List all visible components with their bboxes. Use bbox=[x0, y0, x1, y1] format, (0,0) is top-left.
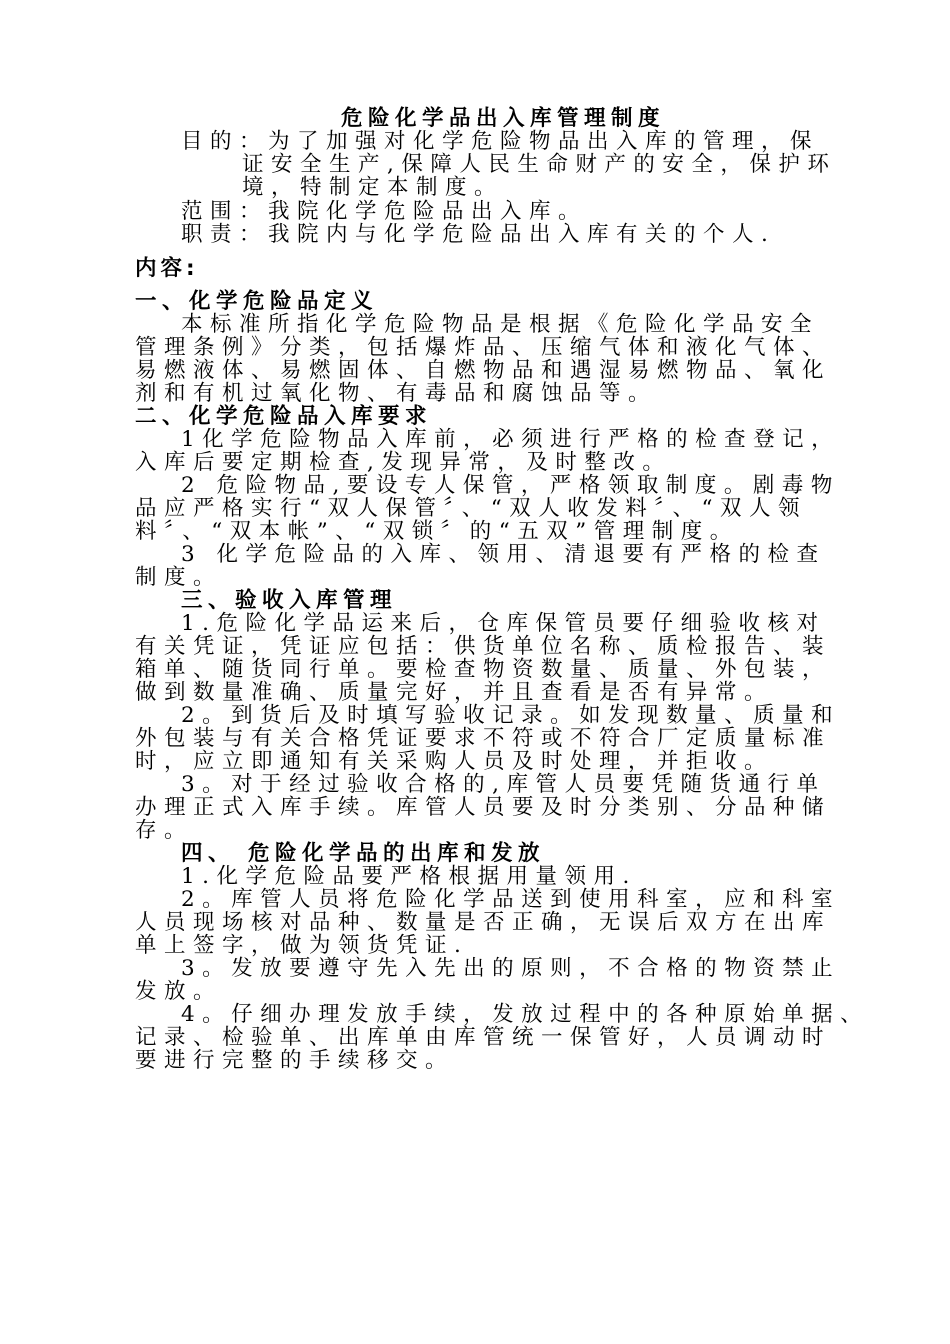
content-heading: 内容: bbox=[135, 256, 199, 281]
paragraph-line: 本标准所指化学危险物品是根据《危险化学品安全 bbox=[181, 312, 820, 337]
paragraph-line: 外包装与有关合格凭证要求不符或不符合厂定质量标准 bbox=[135, 726, 832, 751]
paragraph-line: 做到数量准确、质量完好，并且查看是否有异常。 bbox=[135, 680, 774, 705]
paragraph-line: 箱单、随货同行单。要检查物资数量、质量、外包装， bbox=[135, 657, 832, 682]
paragraph-line: 2。库管人员将危险化学品送到使用科室，应和科室 bbox=[181, 887, 841, 912]
paragraph-line: 3。发放要遵守先入先出的原则，不合格的物资禁止 bbox=[181, 956, 841, 981]
document-title: 危险化学品出入库管理制度 bbox=[341, 106, 666, 131]
paragraph-line: 易燃液体、易燃固体、自燃物品和遇湿易燃物品、氧化 bbox=[135, 358, 832, 383]
paragraph-line: 1化学危险物品入库前，必须进行严格的检查登记， bbox=[181, 427, 841, 452]
purpose-line-1: 目的：为了加强对化学危险物品出入库的管理，保 bbox=[181, 129, 820, 154]
paragraph-line: 单上签字，做为领货凭证. bbox=[135, 933, 469, 958]
paragraph-line: 记录、检验单、出库单由库管统一保管好，人员调动时 bbox=[135, 1025, 832, 1050]
paragraph-line: 4。仔细办理发放手续，发放过程中的各种原始单据、 bbox=[181, 1002, 870, 1027]
paragraph-line: 时，应立即通知有关采购人员及时处理，并拒收。 bbox=[135, 749, 774, 774]
paragraph-line: 办理正式入库手续。库管人员要及时分类别、分品种储 bbox=[135, 795, 832, 820]
paragraph-line: 入库后要定期检查,发现异常，及时整改。 bbox=[135, 450, 672, 475]
paragraph-line: 发放。 bbox=[135, 979, 223, 1004]
paragraph-line: 有关凭证，凭证应包括：供货单位名称、质检报告、装 bbox=[135, 634, 832, 659]
section-1-heading: 一、化学危险品定义 bbox=[135, 289, 379, 314]
purpose-line-2: 证安全生产,保障人民生命财产的安全，保护环 bbox=[242, 152, 837, 177]
paragraph-line: 1.危险化学品运来后，仓库保管员要仔细验收核对 bbox=[181, 611, 826, 636]
section-3-heading: 三、验收入库管理 bbox=[181, 588, 398, 613]
scope-line: 范围：我院化学危险品出入库。 bbox=[181, 199, 588, 224]
duty-line: 职责：我院内与化学危险品出入库有关的个人. bbox=[181, 222, 776, 247]
paragraph-line: 要进行完整的手续移交。 bbox=[135, 1048, 455, 1073]
paragraph-line: 2。到货后及时填写验收记录。如发现数量、质量和 bbox=[181, 703, 841, 728]
paragraph-line: 3 化学危险品的入库、领用、清退要有严格的检查 bbox=[181, 542, 826, 567]
paragraph-line: 料〞、“双本帐”、“双锁〞的“五双”管理制度。 bbox=[135, 519, 739, 544]
section-2-heading: 二、化学危险品入库要求 bbox=[135, 404, 433, 429]
paragraph-line: 3。对于经过验收合格的,库管人员要凭随货通行单 bbox=[181, 772, 826, 797]
purpose-line-3: 境，特制定本制度。 bbox=[242, 175, 504, 200]
section-4-heading: 四、 危险化学品的出库和发放 bbox=[181, 841, 545, 866]
paragraph-line: 管理条例》分类，包括爆炸品、压缩气体和液化气体、 bbox=[135, 335, 832, 360]
paragraph-line: 剂和有机过氧化物、有毒品和腐蚀品等。 bbox=[135, 381, 658, 406]
paragraph-line: 人员现场核对品种、数量是否正确，无误后双方在出库 bbox=[135, 910, 832, 935]
paragraph-line: 1.化学危险品要严格根据用量领用. bbox=[181, 864, 637, 889]
paragraph-line: 存。 bbox=[135, 818, 194, 843]
paragraph-line: 2 危险物品,要设专人保管，严格领取制度。剧毒物 bbox=[181, 473, 840, 498]
paragraph-line: 品应严格实行“双人保管〞、“双人收发料〞、“双人领 bbox=[135, 496, 807, 521]
paragraph-line: 制度。 bbox=[135, 565, 223, 590]
